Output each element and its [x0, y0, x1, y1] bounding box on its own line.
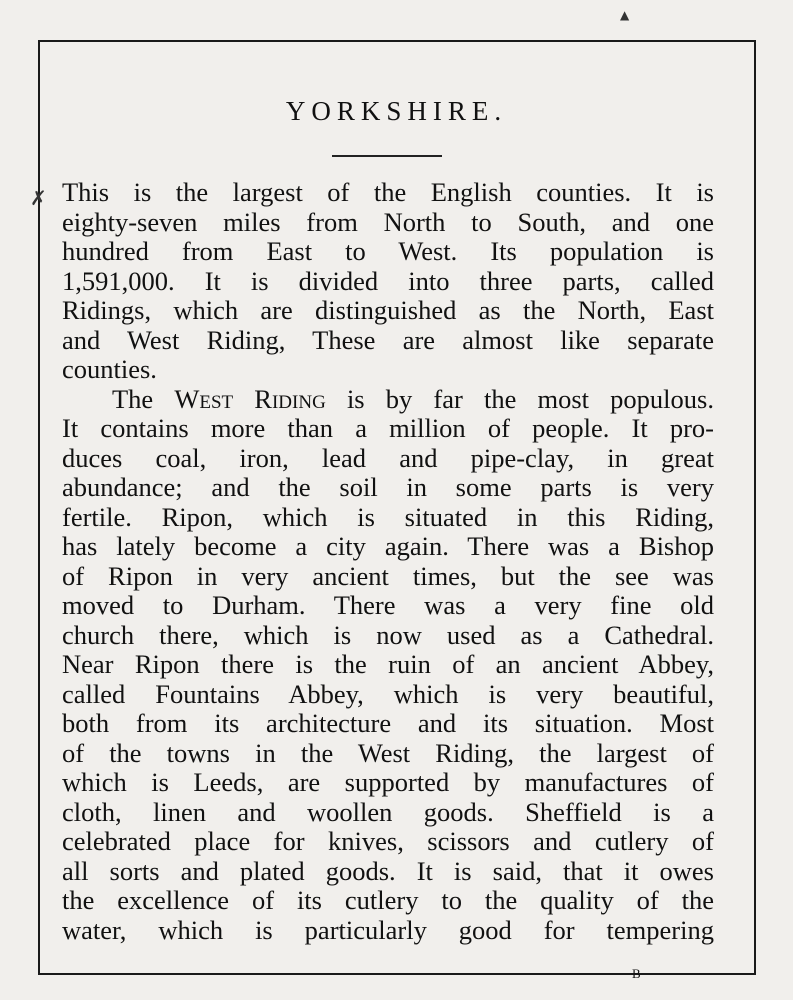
text-line: church there, which is now used as a Cathedral.	[62, 619, 714, 650]
text-line: of Ripon in very ancient times, but the see was	[62, 560, 714, 591]
ink-speck-icon: ▲	[620, 8, 630, 22]
text-line: of the towns in the West Riding, the largest of	[62, 737, 714, 768]
text-line: It contains more than a million of people. It pro-	[62, 413, 714, 443]
text-line: 1,591,000. It is divided into three parts, called	[62, 265, 714, 296]
signature-mark: B	[632, 966, 641, 981]
text-line: Ridings, which are distinguished as the North, East	[62, 295, 714, 325]
text-line: This is the largest of the English counties. It is	[62, 177, 714, 207]
text-line: eighty-seven miles from North to South, and one	[62, 206, 714, 237]
text-line: fertile. Ripon, which is situated in this Riding,	[62, 501, 714, 532]
text-line	[62, 385, 714, 415]
margin-cross-mark-icon: ✗	[30, 186, 47, 210]
text-line: water, which is particularly good for tempering	[62, 914, 714, 945]
text-segment: The	[112, 383, 175, 414]
text-line: cloth, linen and woollen goods. Sheffield is a	[62, 796, 714, 827]
text-segment: is by far the most populous.	[325, 383, 714, 414]
title-rule	[332, 155, 442, 157]
text-line: duces coal, iron, lead and pipe-clay, in great	[62, 442, 714, 473]
body-text	[62, 178, 714, 945]
small-caps-term: West Riding	[174, 383, 326, 414]
text-line: celebrated place for knives, scissors and cutlery of	[62, 826, 714, 856]
paragraph-1	[62, 178, 714, 385]
text-line: Near Ripon there is the ruin of an ancient Abbey,	[62, 649, 714, 679]
text-line: and West Riding, These are almost like separate	[62, 324, 714, 355]
text-line: moved to Durham. There was a very fine old	[62, 590, 714, 620]
text-line: hundred from East to West. Its population is	[62, 236, 714, 266]
text-line: which is Leeds, are supported by manufactures of	[62, 767, 714, 797]
page-title: YORKSHIRE.	[285, 96, 508, 126]
text-line: both from its architecture and its situation. Most	[62, 708, 714, 738]
text-line: has lately become a city again. There was a Bishop	[62, 531, 714, 561]
text-line: all sorts and plated goods. It is said, that it owes	[62, 855, 714, 886]
text-line: the excellence of its cutlery to the quality of the	[62, 885, 714, 915]
text-line: abundance; and the soil in some parts is very	[62, 472, 714, 502]
text-line: counties.	[62, 354, 157, 384]
text-line: called Fountains Abbey, which is very beautiful,	[62, 678, 714, 709]
paragraph-2	[62, 385, 714, 946]
